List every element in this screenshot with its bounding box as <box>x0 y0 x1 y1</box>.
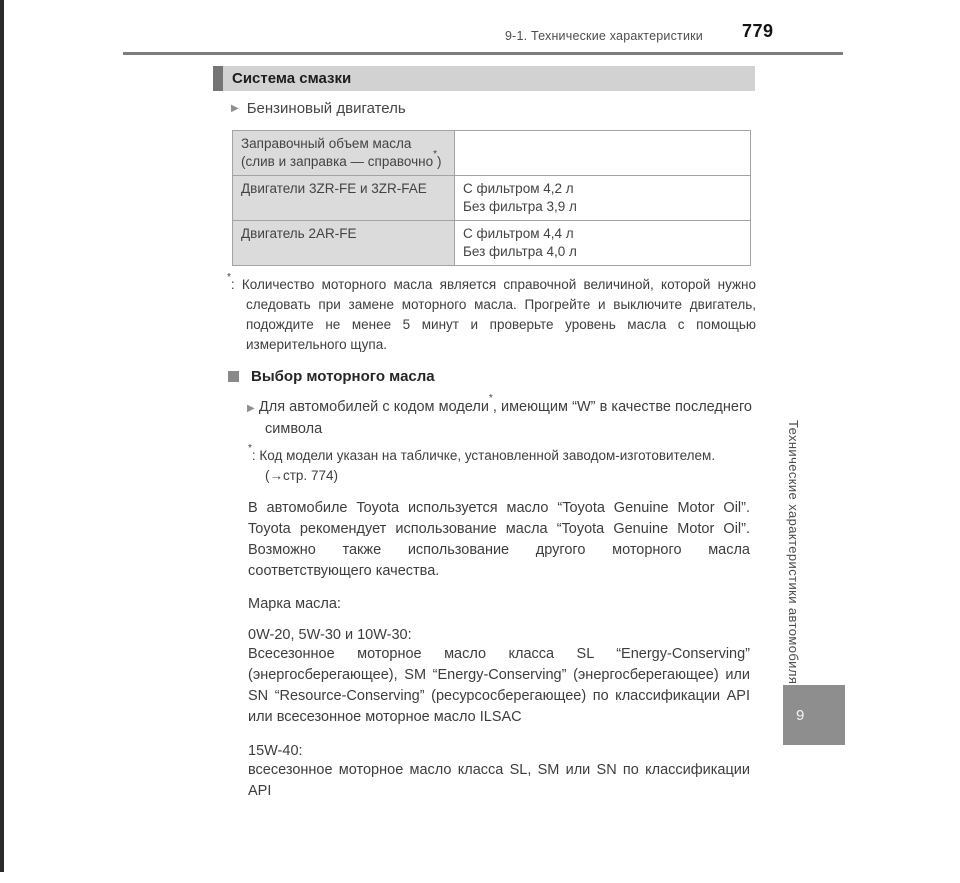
footnote-marker: * <box>248 442 252 454</box>
engine-name-cell: Двигатель 2AR-FE <box>233 221 455 266</box>
square-bullet-icon <box>228 371 239 382</box>
engine-name-cell: Двигатели 3ZR-FE и 3ZR-FAE <box>233 176 455 221</box>
capacity-cell: С фильтром 4,2 л Без фильтра 3,9 л <box>455 176 751 221</box>
capacity-cell: С фильтром 4,4 л Без фильтра 4,0 л <box>455 221 751 266</box>
oil-choice-heading-label: Выбор моторного масла <box>251 368 435 385</box>
engine-type-bullet <box>213 100 755 117</box>
footnote-marker: * <box>433 148 437 160</box>
page-reference: (→стр. 774) <box>265 468 338 483</box>
triangle-bullet-icon: ▶ <box>247 403 255 414</box>
oil-grade-label: Марка масла: <box>248 596 341 612</box>
chapter-number-tab <box>783 685 845 745</box>
chapter-number: 9 <box>796 706 805 724</box>
chapter-sidebar-label: Технические характеристики автомобиля <box>786 420 801 685</box>
grade-description: Всесезонное моторное масло класса SL “Energy-Conserving” (энергосберегающее), SM “Energy-Conserving” (энергосберегающее) или SN “Resource-Conserving” (ресурсосберегающее) по классификации API или всесезонное моторное масло ILSAC <box>248 646 750 725</box>
footnote-marker: * <box>227 271 231 283</box>
oil-quantity-footnote: *: Количество моторного масла является справочной величиной, которой нужно следовать при замене моторного масла. Прогрейте и выключите двигатель, подождите не менее 5 минут и проверьте уровень масла с помощью измерительного щупа. <box>227 271 756 352</box>
table-row <box>233 131 751 176</box>
model-code-bullet: ▶ Для автомобилей с кодом модели*, имеющим “W” в качестве последнего символа <box>247 393 752 437</box>
toyota-oil-paragraph: В автомобиле Toyota используется масло “Toyota Genuine Motor Oil”. Toyota рекомендует использование масла “Toyota Genuine Motor Oil”. Возможно также использование другого моторного масла соответствующего качества. <box>248 500 750 579</box>
page-left-edge <box>0 0 4 872</box>
table-row <box>233 176 751 221</box>
footnote-marker: * <box>488 393 493 405</box>
triangle-bullet-icon: ▶ <box>231 102 239 114</box>
section-title: Система смазки <box>232 70 352 87</box>
grade-title: 15W-40: <box>248 743 303 759</box>
table-empty-cell <box>455 131 751 176</box>
oil-choice-heading <box>213 368 755 385</box>
page-content <box>213 66 755 802</box>
grade-title: 0W-20, 5W-30 и 10W-30: <box>248 627 412 643</box>
grade-description: всесезонное моторное масло класса SL, SM или SN по классификации API <box>248 762 750 799</box>
engine-type-label: Бензиновый двигатель <box>246 100 406 117</box>
breadcrumb: 9-1. Технические характеристики <box>504 29 703 43</box>
page-number: 779 <box>742 21 774 41</box>
oil-capacity-table <box>232 130 751 266</box>
table-row <box>233 221 751 266</box>
section-header <box>213 66 755 91</box>
header-divider <box>123 52 843 55</box>
table-header-cell: Заправочный объем масла (слив и заправка — справочно*) <box>233 131 455 176</box>
model-code-footnote: *: Код модели указан на табличке, установленной заводом-изготовителем. (→стр. 774) <box>248 446 752 486</box>
